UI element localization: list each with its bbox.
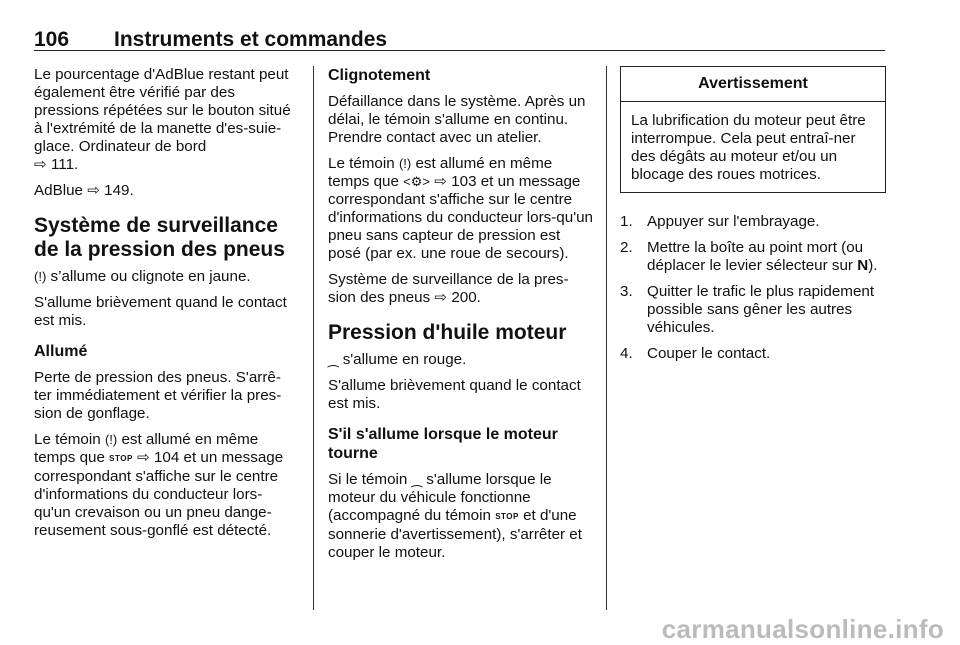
warning-title: Avertissement — [621, 67, 885, 102]
adblue-ref-paragraph: AdBlue ⇨ 149. — [34, 182, 134, 199]
page-title: Instruments et commandes — [114, 28, 388, 51]
tire-pressure-icon: (!) — [398, 156, 412, 171]
oil-ignition-paragraph: S'allume brièvement quand le contact est mis. — [328, 377, 581, 412]
subheading-clignotement: Clignotement — [328, 67, 431, 84]
list-item: 2. Mettre la boîte au point mort (ou déplacer le levier sélecteur sur N). — [620, 239, 878, 274]
column-1 — [34, 66, 298, 548]
service-icon: <⚙> — [403, 174, 430, 189]
tire-pressure-icon: (!) — [34, 269, 47, 284]
step-text: Quitter le trafic le plus rapidement possible sans gêner les autres véhicules. — [647, 283, 875, 336]
watermark: carmanualsonline.info — [661, 614, 944, 644]
step-number: 4. — [620, 345, 633, 362]
subheading-allume: Allumé — [34, 343, 88, 360]
step-number: 2. — [620, 239, 633, 256]
tpms-ref-paragraph: Système de surveillance de la pres-sion des pneus ⇨ 200. — [328, 271, 569, 306]
oil-running-paragraph: Si le témoin ⁔ s'allume lorsque le moteur du véhicule fonctionne (accompagné du témoin STOP et d'une sonnerie d'avertissement), s'arrêter et couper le moteur. — [328, 471, 582, 561]
stop-icon: STOP — [109, 454, 133, 463]
steps-list — [620, 213, 886, 363]
oil-can-icon: ⁔ — [328, 352, 339, 367]
subheading-sil-sallume: S'il s'allume lorsque le moteur tourne — [328, 426, 558, 462]
page-ref-link[interactable]: ⇨ 111. — [34, 156, 79, 173]
step-text: Mettre la boîte au point mort (ou déplacer le levier sélecteur sur — [647, 239, 864, 274]
header-rule — [34, 50, 885, 51]
page-ref-link[interactable]: ⇨ 149. — [87, 182, 134, 199]
warning-text: La lubrification du moteur peut être interrompue. Cela peut entraî-ner des dégâts au moteur et/ou un blocage des roues motrices. — [631, 112, 866, 183]
tpms-status-paragraph: (!) s’allume ou clignote en jaune. — [34, 268, 251, 285]
list-item — [620, 213, 886, 231]
oil-status-paragraph: ⁔ s'allume en rouge. — [328, 351, 467, 368]
allume-paragraph: Perte de pression des pneus. S'arrê-ter immédiatement et vérifier la pres-sion de gonflage. — [34, 369, 282, 422]
step-number: 3. — [620, 283, 633, 300]
neutral-letter: N — [857, 257, 869, 274]
step-number: 1. — [620, 213, 633, 230]
list-item — [620, 283, 886, 337]
clignotement-paragraph: Défaillance dans le système. Après un délai, le témoin s'allume en continu. Prendre contact avec un atelier. — [328, 93, 586, 146]
tire-pressure-icon: (!) — [104, 432, 118, 447]
adblue-paragraph: Le pourcentage d'AdBlue restant peut également être vérifié par des pressions répétées sur le bouton situé à l'extrémité de la manette d'es-suie-glace. Ordinateur de bord ⇨ 111. — [34, 66, 291, 173]
step-text: Couper le contact. — [647, 345, 771, 362]
page-number: 106 — [34, 28, 70, 51]
section-heading-tpms: Système de surveillance de la pression des pneus — [34, 214, 285, 261]
column-divider-2 — [606, 66, 607, 610]
column-divider-1 — [313, 66, 314, 610]
section-heading-oil-pressure: Pression d'huile moteur — [328, 321, 567, 344]
allume-detail-paragraph: Le témoin (!) est allumé en même temps que STOP ⇨ 104 et un message correspondant s'affiche sur le centre d'informations du conducteur lors-qu'un crevaison ou un pneu dange-reusement sous-gonflé est détecté. — [34, 431, 284, 539]
step-text: Appuyer sur l'embrayage. — [647, 213, 820, 230]
oil-can-icon: ⁔ — [411, 472, 423, 487]
clignotement-detail-paragraph: Le témoin (!) est allumé en même temps que <⚙> ⇨ 103 et un message correspondant s'affiche sur le centre d'informations du conducteur lors-qu'un pneu sans capteur de pression est posé (par ex. une roue de secours). — [328, 155, 593, 262]
column-3 — [620, 66, 886, 371]
warning-box — [620, 66, 886, 193]
list-item — [620, 345, 886, 363]
stop-icon: STOP — [495, 512, 519, 521]
column-2 — [328, 66, 594, 570]
tpms-ignition-paragraph: S'allume brièvement quand le contact est mis. — [34, 294, 287, 329]
